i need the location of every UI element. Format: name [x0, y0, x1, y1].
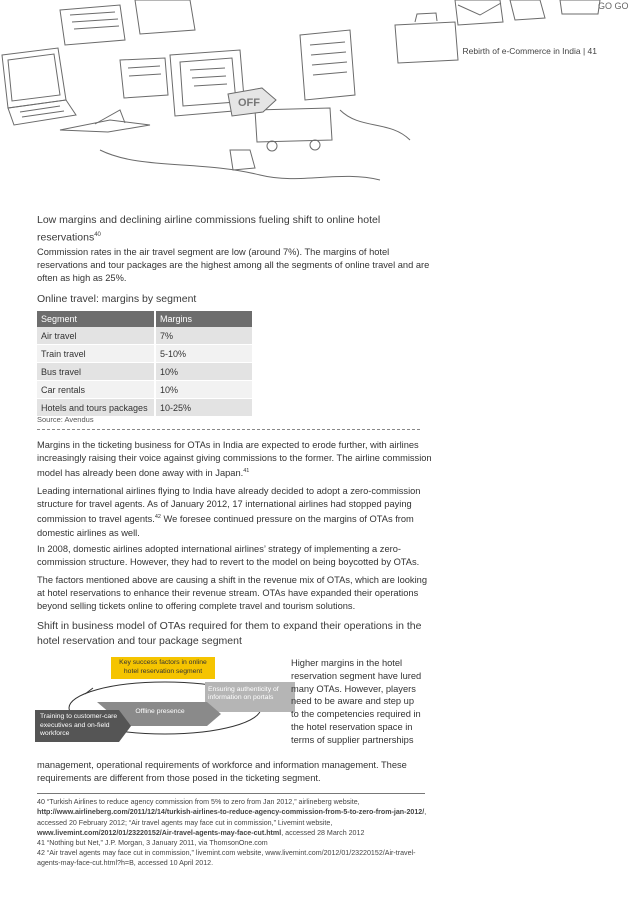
- table-header-row: [37, 311, 252, 327]
- footnote-ref-42: 42: [154, 514, 161, 521]
- step1-label: Training to customer-care executives and on-field workforce: [40, 713, 118, 738]
- table-row: [37, 345, 252, 363]
- section1-paragraph: Commission rates in the air travel segment are low (around 7%). The margins of hotel reservations and tour packages are the highest among all the segments of online travel and are often as high as 25%.: [37, 247, 430, 284]
- footnote-ref-40: 40: [94, 232, 101, 238]
- footnote-40: [37, 797, 432, 838]
- section2-side-text-content: Higher margins in the hotel reservation segment have lured many OTAs. However, players need to be aware and step up to the competencies required in the hotel reservation space in terms of supplier partnerships: [291, 658, 422, 745]
- margins-table: [37, 311, 252, 417]
- table-source: Source: Avendus: [37, 415, 94, 424]
- doodle-illustration: [0, 0, 638, 200]
- body-paragraph-1-text: Margins in the ticketing business for OTAs in India are expected to erode further, with airlines increasingly raising their voice against giving commissions to the former. The airline commission model has already been done away with in Japan.: [37, 440, 432, 479]
- table-title: Online travel: margins by segment: [37, 293, 197, 305]
- table-cell: 7%: [155, 327, 252, 345]
- section2-heading: Shift in business model of OTAs required for them to expand their operations in the hotel reservation and tour package segment: [37, 620, 422, 647]
- footnote-rule: [37, 793, 425, 794]
- table-cell: 10-25%: [155, 399, 252, 417]
- footnote-40-text-a: 40 “Turkish Airlines to reduce agency commission from 5% to zero from Jan 2012,” airlineberg website,: [37, 798, 360, 806]
- table-cell: 5-10%: [155, 345, 252, 363]
- callout-label: Key success factors in online hotel reservation segment: [119, 659, 207, 675]
- footnote-40-text-b: , accessed 20 February 2012; “Air travel agents may face cut in commission,” Livemint website,: [37, 808, 427, 827]
- body-paragraph-4: The factors mentioned above are causing a shift in the revenue mix of OTAs, which are looking at hotel reservations to enhance their revenue stream. OTAs have expanded their operations beyond selling tickets online to offering complete travel and tourism solutions.: [37, 575, 427, 612]
- section2-full-text: management, operational requirements of workforce and information management. These requirements are different from those posed in the ticketing segment.: [37, 760, 407, 784]
- body-paragraph-1: [37, 439, 433, 481]
- off-sign: OFF: [238, 97, 260, 109]
- step2-label: Offline presence: [135, 708, 185, 715]
- running-header: Rebirth of e-Commerce in India | 41: [462, 46, 597, 56]
- footnote-40-link-1[interactable]: http://www.airlineberg.com/2011/12/14/turkish-airlines-to-reduce-agency-commission-from-5-to-zero-from-jan-2012/: [37, 808, 425, 817]
- table-row: [37, 399, 252, 417]
- go-go-label: GO GO: [598, 1, 629, 11]
- body-paragraph-2-text-a: Leading international airlines flying to India have already decided to adopt a zero-commission structure for travel agents. As of January 2012, 17 international airlines had stopped paying commission to travel agents.: [37, 486, 421, 525]
- table-header-segment: Segment: [37, 311, 155, 327]
- section1-heading: [37, 213, 417, 246]
- table-cell: Car rentals: [37, 381, 155, 399]
- footnote-40-link-2[interactable]: www.livemint.com/2012/01/23220152/Air-travel-agents-may-face-cut.html: [37, 828, 282, 837]
- footnote-40-text-c: , accessed 28 March 2012: [281, 828, 365, 837]
- table-cell: Train travel: [37, 345, 155, 363]
- table-header-margins: Margins: [155, 311, 252, 327]
- step3-label: Ensuring authenticity of information on portals: [208, 686, 279, 702]
- table-cell: Hotels and tours packages: [37, 399, 155, 417]
- table-cell: Air travel: [37, 327, 155, 345]
- body-paragraph-3: In 2008, domestic airlines adopted international airlines’ strategy of implementing a zero-commission structure. However, they had to revert to the model on being boycotted by OTAs.: [37, 544, 420, 568]
- table-cell: 10%: [155, 363, 252, 381]
- body-paragraph-2-text-b: We foresee continued pressure on the margins of OTAs from domestic airlines as well.: [37, 514, 414, 538]
- dashed-divider: [37, 429, 420, 430]
- table-row: [37, 327, 252, 345]
- body-paragraph-2: [37, 485, 433, 540]
- section1-heading-text: Low margins and declining airline commissions fueling shift to online hotel reservations: [37, 214, 381, 244]
- section2-side-text: [291, 657, 423, 747]
- footnote-42: 42 “Air travel agents may face cut in commission,” livemint.com website, www.livemint.com/2012/01/23220152/Air-travel-agents-may-face-cut.html?h=B, accessed 10 April 2012.: [37, 849, 416, 868]
- table-cell: Bus travel: [37, 363, 155, 381]
- table-cell: 10%: [155, 381, 252, 399]
- table-row: [37, 381, 252, 399]
- footnote-41: 41 “Nothing but Net,” J.P. Morgan, 3 January 2011, via ThomsonOne.com: [37, 839, 268, 847]
- table-row: [37, 363, 252, 381]
- footnote-ref-41: 41: [243, 468, 250, 475]
